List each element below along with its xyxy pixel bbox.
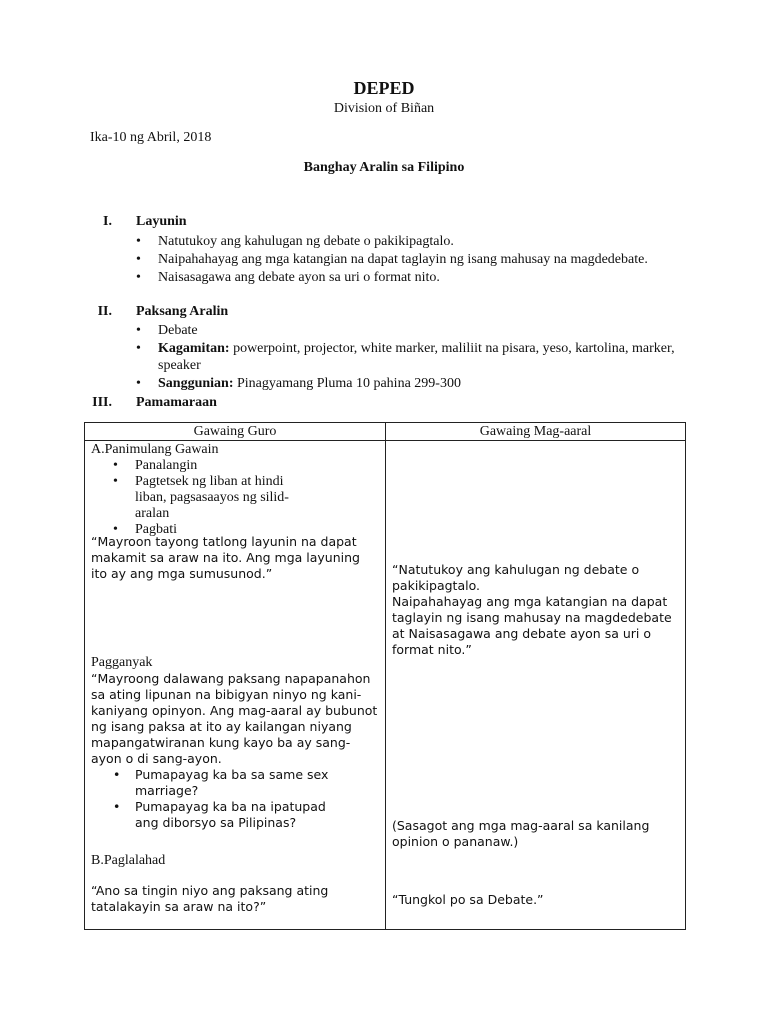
section-2-number: II. bbox=[97, 304, 112, 319]
teacher-cell bbox=[85, 441, 386, 930]
student-response-objectives: “Natutukoy ang kahulugan ng debate o pakikipagtalo. Naipahahayag ang mga katangian na dapat taglayin ng isang mahusay na magdedebate at Naisasagawa ang debate ayon sa uri o format nito.” bbox=[392, 562, 672, 657]
document-date: Ika-10 ng Abril, 2018 bbox=[90, 130, 212, 145]
objective-item: • Natutukoy ang kahulugan ng debate o pakikipagtalo. bbox=[136, 233, 656, 250]
section-3-number: III. bbox=[92, 395, 112, 410]
division-subtitle: Division of Biñan bbox=[333, 101, 435, 116]
teacher-column-header: Gawaing Guro bbox=[85, 423, 386, 441]
objectives-quote: “Mayroon tayong tatlong layunin na dapat makamit sa araw na ito. Ang mga layuning ito ay ang mga sumusunod.” bbox=[91, 534, 360, 581]
materials-item bbox=[136, 340, 676, 374]
section-2-title: Paksang Aralin bbox=[136, 304, 229, 319]
student-response-opinion: (Sasagot ang mga mag-aaral sa kanilang opinion o pananaw.) bbox=[392, 818, 650, 849]
presentation-title: B.Paglalahad bbox=[91, 853, 166, 868]
section-3-title: Pamamaraan bbox=[136, 395, 217, 410]
student-column-header: Gawaing Mag-aaral bbox=[386, 423, 686, 441]
procedure-table bbox=[84, 422, 686, 930]
intro-activity-list bbox=[113, 458, 379, 538]
reference-label: Sanggunian: bbox=[158, 376, 234, 391]
intro-activity-title: A.Panimulang Gawain bbox=[91, 442, 219, 457]
objective-item: • Naipahahayag ang mga katangian na dapat taglayin ng isang mahusay na magdedebate. bbox=[136, 251, 656, 268]
section-2-list bbox=[136, 322, 676, 393]
student-cell bbox=[386, 441, 686, 930]
reference-item bbox=[136, 375, 676, 392]
section-1-number: I. bbox=[103, 214, 112, 229]
motivation-item: • Pumapayag ka ba sa same sex marriage? bbox=[113, 767, 335, 799]
intro-activity-item: • Pagbati bbox=[113, 522, 379, 538]
student-response-topic: “Tungkol po sa Debate.” bbox=[392, 892, 544, 907]
motivation-title: Pagganyak bbox=[91, 655, 153, 670]
motivation-quote: “Mayroong dalawang paksang napapanahon sa ating lipunan na bibigyan ninyo ng kani-kaniyang opinyon. Ang mag-aaral ay bubunot ng isang paksa at ito ay kailangan niyang mapangatwiranan kung kayo ba ay sang-ayon o di sang-ayon. bbox=[91, 671, 378, 766]
motivation-list bbox=[113, 767, 335, 831]
section-1-title: Layunin bbox=[136, 214, 187, 229]
document-title: DEPED bbox=[353, 78, 415, 98]
intro-activity-item: • Pagtetsek ng liban at hindi liban, pagsasaayos ng silid-aralan bbox=[113, 474, 379, 522]
section-1-list bbox=[136, 233, 656, 287]
materials-label: Kagamitan: bbox=[158, 341, 230, 356]
presentation-quote: “Ano sa tingin niyo ang paksang ating tatalakayin sa araw na ito?” bbox=[91, 883, 329, 914]
objective-item: • Naisasagawa ang debate ayon sa uri o format nito. bbox=[136, 269, 656, 286]
lesson-plan-heading: Banghay Aralin sa Filipino bbox=[303, 160, 465, 175]
materials-text: powerpoint, projector, white marker, maliliit na pisara, yeso, kartolina, marker, speaker bbox=[158, 341, 675, 373]
reference-text: Pinagyamang Pluma 10 pahina 299-300 bbox=[233, 376, 461, 391]
topic-item: • Debate bbox=[136, 322, 676, 339]
intro-activity-item: • Panalangin bbox=[113, 458, 379, 474]
motivation-item: • Pumapayag ka ba na ipatupad ang diborsyo sa Pilipinas? bbox=[113, 799, 335, 831]
